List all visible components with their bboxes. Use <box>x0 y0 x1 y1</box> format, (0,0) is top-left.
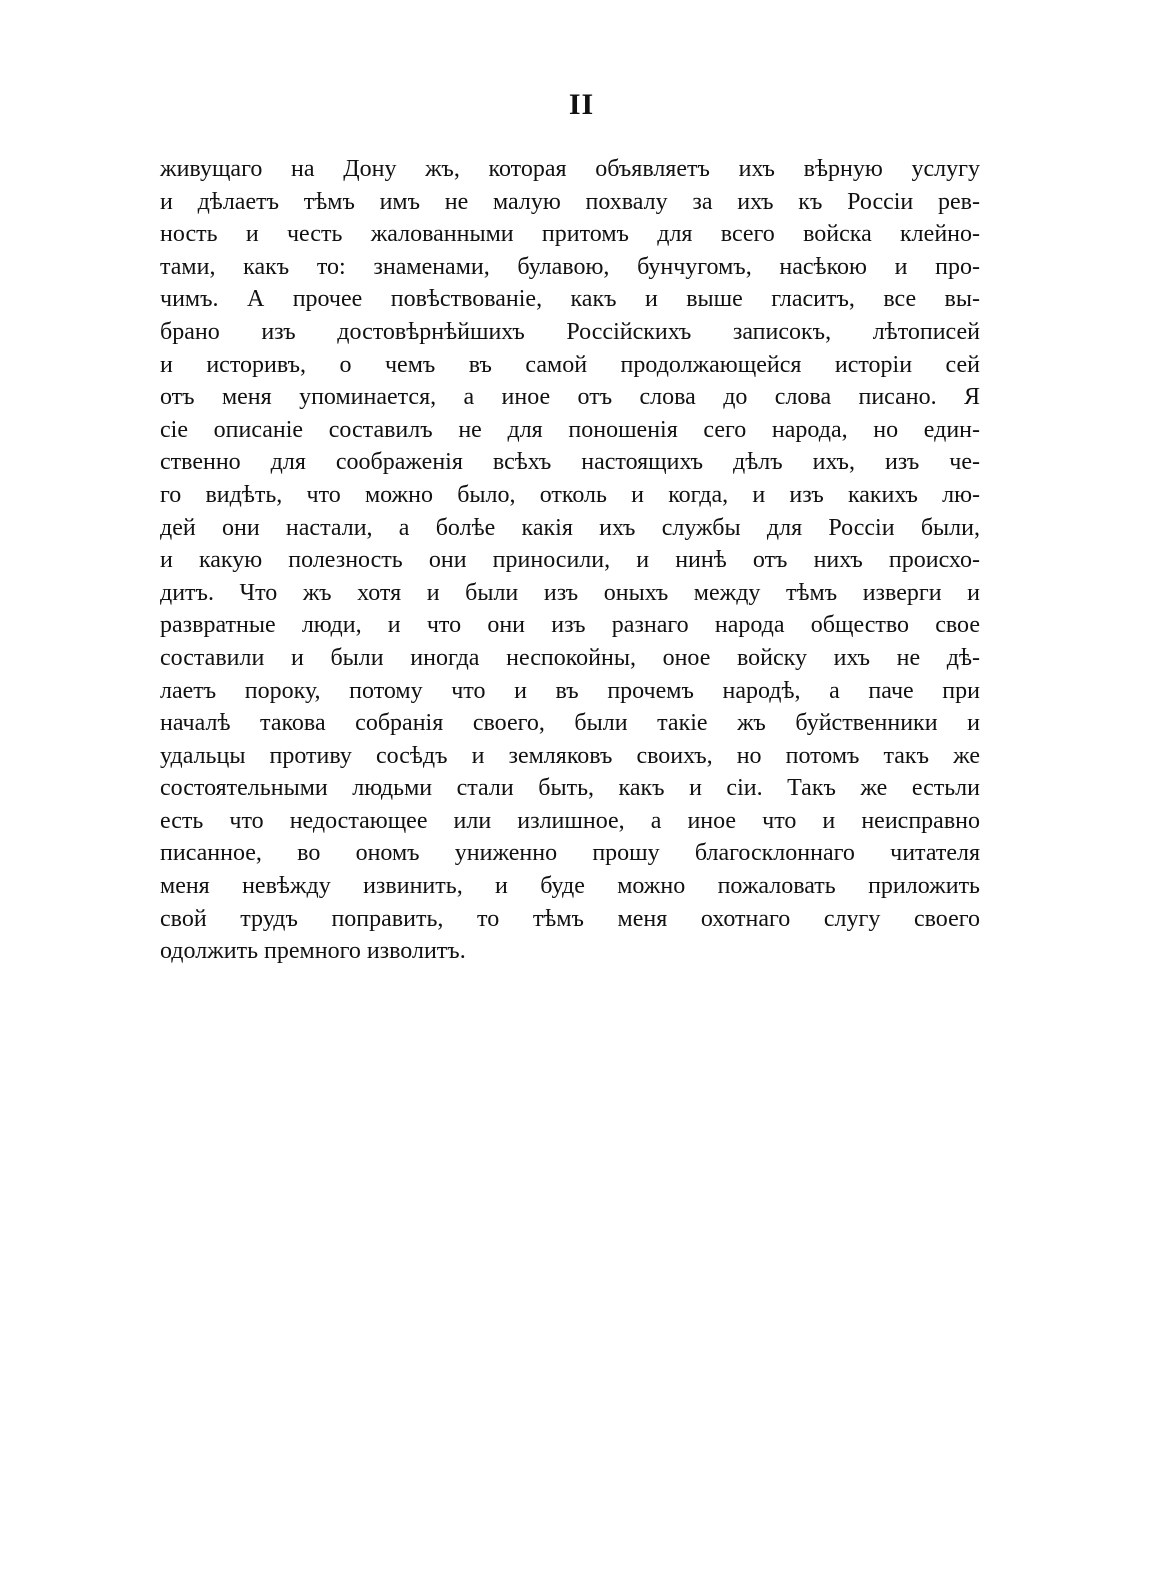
text-line: дей они настали, а болѣе какія ихъ службы для Россіи были, <box>160 514 980 541</box>
text-line: свой трудъ поправить, то тѣмъ меня охотнаго слугу своего <box>160 905 980 932</box>
text-line: тами, какъ то: знаменами, булавою, бунчугомъ, насѣкою и про- <box>160 253 980 280</box>
text-line: и дѣлаетъ тѣмъ имъ не малую похвалу за ихъ къ Россіи рев- <box>160 188 980 215</box>
text-line: меня невѣжду извинить, и буде можно пожаловать приложить <box>160 873 980 900</box>
text-line: началѣ такова собранія своего, были такіе жъ буйственники и <box>160 710 980 737</box>
text-line: отъ меня упоминается, а иное отъ слова до слова писано. Я <box>160 384 980 411</box>
text-line: ственно для соображенія всѣхъ настоящихъ дѣлъ ихъ, изъ че- <box>160 449 980 476</box>
text-line: и какую полезность они приносили, и нинѣ отъ нихъ происхо- <box>160 547 980 574</box>
text-line: ность и честь жалованными притомъ для всего войска клейно- <box>160 221 980 248</box>
text-line: удальцы противу сосѣдъ и земляковъ своихъ, но потомъ такъ же <box>160 742 980 769</box>
text-line: сіе описаніе составилъ не для поношенія сего народа, но един- <box>160 416 980 443</box>
text-line: чимъ. А прочее повѣствованіе, какъ и выше гласитъ, все вы- <box>160 286 980 313</box>
text-line: развратные люди, и что они изъ разнаго народа общество свое <box>160 612 980 639</box>
text-line: живущаго на Дону жъ, которая объявляетъ ихъ вѣрную услугу <box>160 156 980 182</box>
text-line: есть что недостающее или излишное, а иное что и неисправно <box>160 807 980 834</box>
text-line-final: одолжить премного изволитъ. <box>160 938 466 965</box>
text-line: го видѣть, что можно было, отколь и когда, и изъ какихъ лю- <box>160 481 980 508</box>
page-number: II <box>568 88 595 121</box>
text-line: состоятельными людьми стали быть, какъ и сіи. Такъ же естьли <box>160 775 980 802</box>
text-line: лаетъ пороку, потому что и въ прочемъ народѣ, а паче при <box>160 677 980 704</box>
body-text <box>160 153 980 968</box>
text-line: брано изъ достовѣрнѣйшихъ Россійскихъ записокъ, лѣтописей <box>160 318 980 345</box>
text-line: составили и были иногда неспокойны, оное войску ихъ не дѣ- <box>160 644 980 671</box>
text-line: писанное, во ономъ униженно прошу благосклоннаго читателя <box>160 840 980 867</box>
text-line: и историвъ, о чемъ въ самой продолжающейся исторіи сей <box>160 351 980 378</box>
text-line: дитъ. Что жъ хотя и были изъ оныхъ между тѣмъ изверги и <box>160 579 980 606</box>
